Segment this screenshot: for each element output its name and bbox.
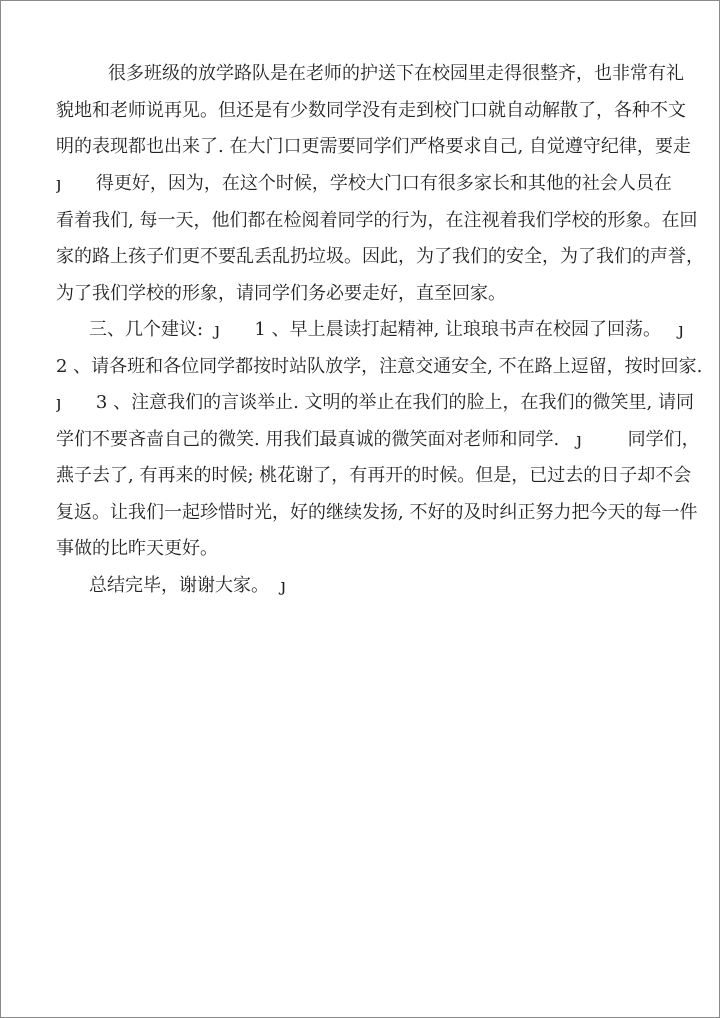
suggestions-line-1: 三、几个建议: ȷ 1 、早上晨读打起精神, 让琅琅书声在校园了回荡。 ȷ bbox=[89, 319, 684, 340]
suggestions-line-3: ȷ 3 、注意我们的言谈举止. 文明的举止在我们的脸上，在我们的微笑里, 请同 bbox=[56, 392, 694, 413]
paragraph-1-line-7: 为了我们学校的形象，请同学们务必要走好，直至回家。 bbox=[56, 283, 506, 304]
closing-line: 总结完毕，谢谢大家。 ȷ bbox=[89, 575, 287, 596]
suggestions-line-6: 复返。让我们一起珍惜时光，好的继续发扬, 不好的及时纠正努力把今天的每一件 bbox=[56, 502, 698, 523]
paragraph-1-line-5: 看着我们, 每一天，他们都在检阅着同学的行为，在注视着我们学校的形象。在回 bbox=[56, 210, 698, 231]
paragraph-1-line-1: 很多班级的放学路队是在老师的护送下在校园里走得很整齐，也非常有礼 bbox=[108, 63, 684, 84]
paragraph-1-line-6: 家的路上孩子们更不要乱丢乱扔垃圾。因此，为了我们的安全，为了我们的声誉， bbox=[56, 246, 704, 267]
paragraph-1-line-4: ȷ 得更好，因为，在这个时候，学校大门口有很多家长和其他的社会人员在 bbox=[56, 173, 672, 194]
suggestions-line-7: 事做的比昨天更好。 bbox=[56, 538, 218, 559]
paragraph-1-line-2: 貌地和老师说再见。但还是有少数同学没有走到校门口就自动解散了，各种不文 bbox=[56, 100, 686, 121]
suggestions-line-2: 2 、请各班和各位同学都按时站队放学，注意交通安全, 不在路上逗留，按时回家. bbox=[56, 356, 703, 377]
suggestions-line-4: 学们不要吝啬自己的微笑. 用我们最真诚的微笑面对老师和同学. ȷ 同学们， bbox=[56, 429, 700, 450]
paragraph-1-line-3: 明的表现都也出来了. 在大门口更需要同学们严格要求自己, 自觉遵守纪律，要走 bbox=[56, 136, 691, 157]
suggestions-line-5: 燕子去了, 有再来的时候; 桃花谢了，有再开的时候。但是，已过去的日子却不会 bbox=[56, 465, 692, 486]
